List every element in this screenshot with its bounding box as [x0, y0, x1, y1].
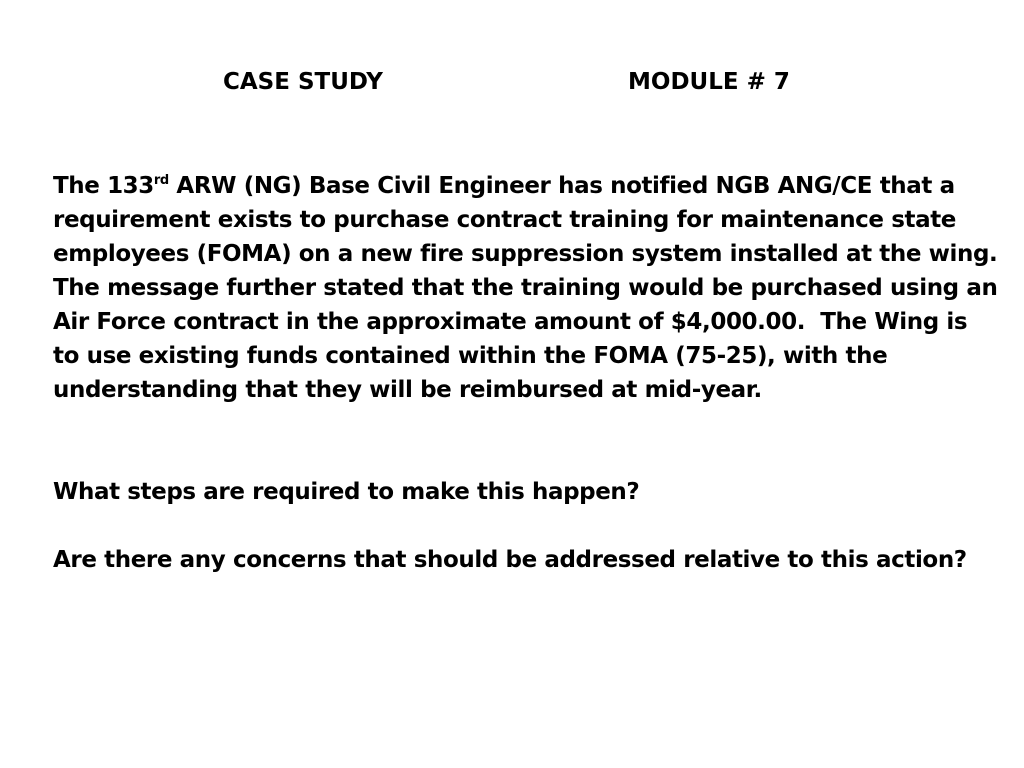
scenario-intro: The 133 — [53, 173, 154, 199]
question-2: Are there any concerns that should be addressed relative to this action? — [53, 547, 967, 573]
ordinal-superscript: rd — [153, 173, 169, 188]
case-study-title: CASE STUDY — [223, 69, 383, 95]
spacer — [53, 407, 998, 475]
spacer — [53, 509, 998, 543]
scenario-text: ARW (NG) Base Civil Engineer has notified NGB ANG/CE that a requirement exists to purchase contract training for maintenance state employees (FOMA) on a new fire suppression system installed at the wing. The message further stated that the training would be purchased using an Air Force contract in the approximate amount of $4,000.00. The Wing is to use existing funds contained within the FOMA (75-25), with the understanding that they will be reimbursed at mid-year. — [53, 173, 1021, 403]
slide-body — [53, 169, 1021, 577]
question-1: What steps are required to make this happen? — [53, 479, 640, 505]
scenario-paragraph — [53, 169, 1021, 407]
module-number-title: MODULE # 7 — [628, 69, 790, 95]
